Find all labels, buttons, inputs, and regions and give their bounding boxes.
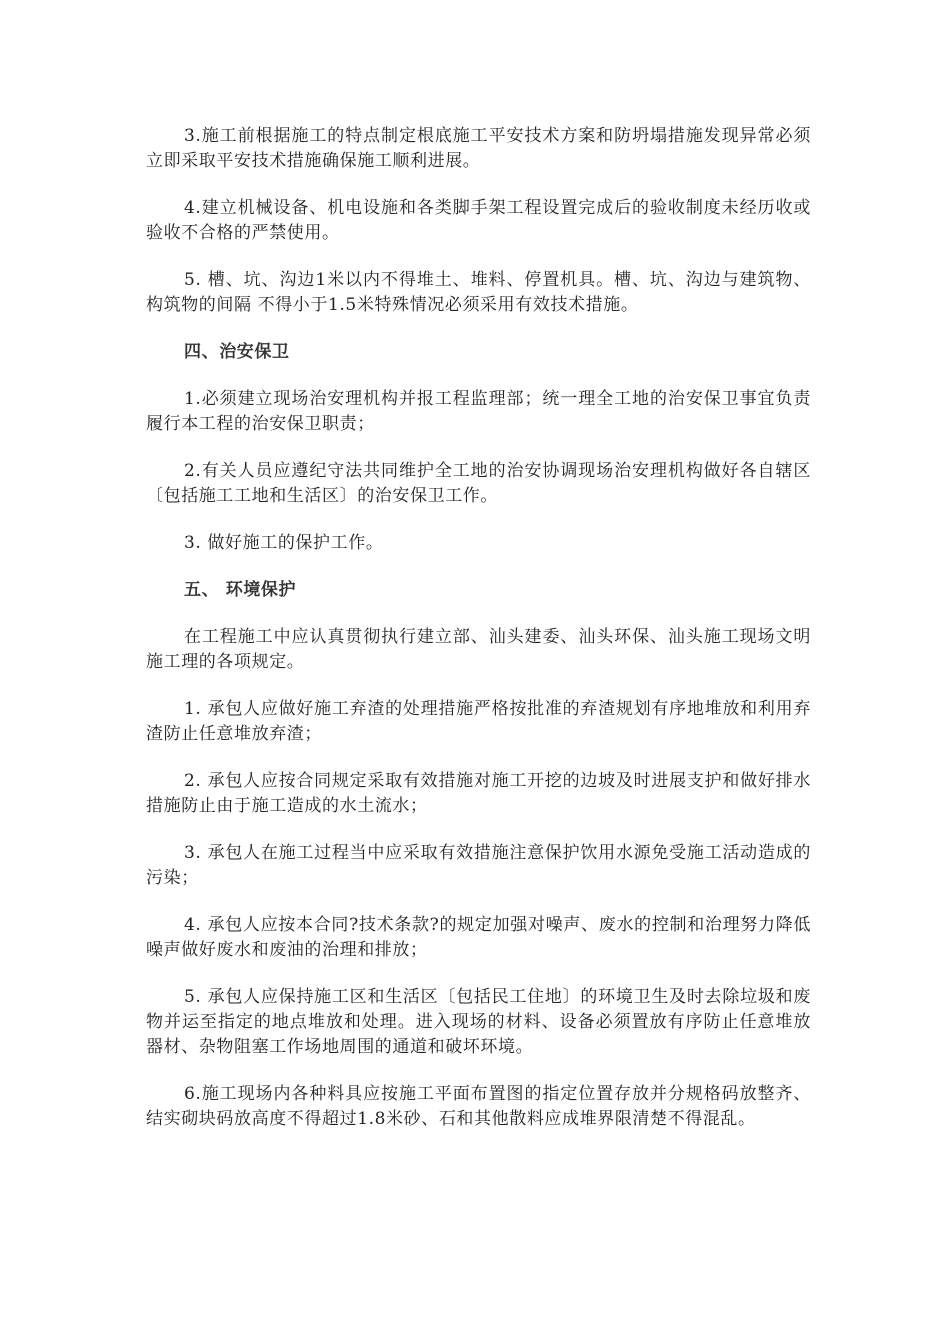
paragraph-safety-3: 3.施工前根据施工的特点制定根底施工平安技术方案和防坍塌措施发现异常必须立即采取平安技术措施确保施工顺利进展。 bbox=[146, 126, 811, 171]
paragraph-environment-5: 5. 承包人应保持施工区和生活区〔包括民工住地〕的环境卫生及时去除垃圾和废物并运至指定的地点堆放和处理。进入现场的材料、设备必须置放有序防止任意堆放器材、杂物阻塞工作场地周围的通道和破坏环境。 bbox=[146, 987, 811, 1057]
paragraph-safety-4: 4.建立机械设备、机电设施和各类脚手架工程设置完成后的验收制度未经历收或验收不合格的严禁使用。 bbox=[146, 198, 811, 243]
paragraph-environment-3: 3. 承包人在施工过程当中应采取有效措施注意保护饮用水源免受施工活动造成的污染； bbox=[146, 843, 811, 888]
document-page bbox=[146, 124, 811, 1154]
paragraph-environment-1: 1. 承包人应做好施工弃渣的处理措施严格按批准的弃渣规划有序地堆放和利用弃渣防止任意堆放弃渣； bbox=[146, 699, 811, 744]
paragraph-environment-4: 4. 承包人应按本合同?技术条款?的规定加强对噪声、废水的控制和治理努力降低噪声做好废水和废油的治理和排放； bbox=[146, 915, 811, 960]
section-heading-environment: 五、 环境保护 bbox=[184, 580, 297, 600]
paragraph-environment-intro: 在工程施工中应认真贯彻执行建立部、汕头建委、汕头环保、汕头施工现场文明施工理的各项规定。 bbox=[146, 627, 811, 672]
paragraph-environment-6: 6.施工现场内各种料具应按施工平面布置图的指定位置存放并分规格码放整齐、结实砌块码放高度不得超过1.8米砂、石和其他散料应成堆界限清楚不得混乱。 bbox=[146, 1084, 811, 1129]
paragraph-security-3: 3. 做好施工的保护工作。 bbox=[184, 533, 384, 553]
paragraph-security-1: 1.必须建立现场治安理机构并报工程监理部；统一理全工地的治安保卫事宜负责履行本工程的治安保卫职责； bbox=[146, 389, 811, 434]
paragraph-security-2: 2.有关人员应遵纪守法共同维护全工地的治安协调现场治安理机构做好各自辖区〔包括施工工地和生活区〕的治安保卫工作。 bbox=[146, 461, 811, 506]
paragraph-safety-5: 5. 槽、坑、沟边1米以内不得堆土、堆料、停置机具。槽、坑、沟边与建筑物、构筑物的间隔 不得小于1.5米特殊情况必须采用有效技术措施。 bbox=[146, 270, 811, 315]
paragraph-environment-2: 2. 承包人应按合同规定采取有效措施对施工开挖的边坡及时进展支护和做好排水措施防止由于施工造成的水土流水； bbox=[146, 771, 811, 816]
section-heading-security: 四、治安保卫 bbox=[184, 342, 290, 362]
